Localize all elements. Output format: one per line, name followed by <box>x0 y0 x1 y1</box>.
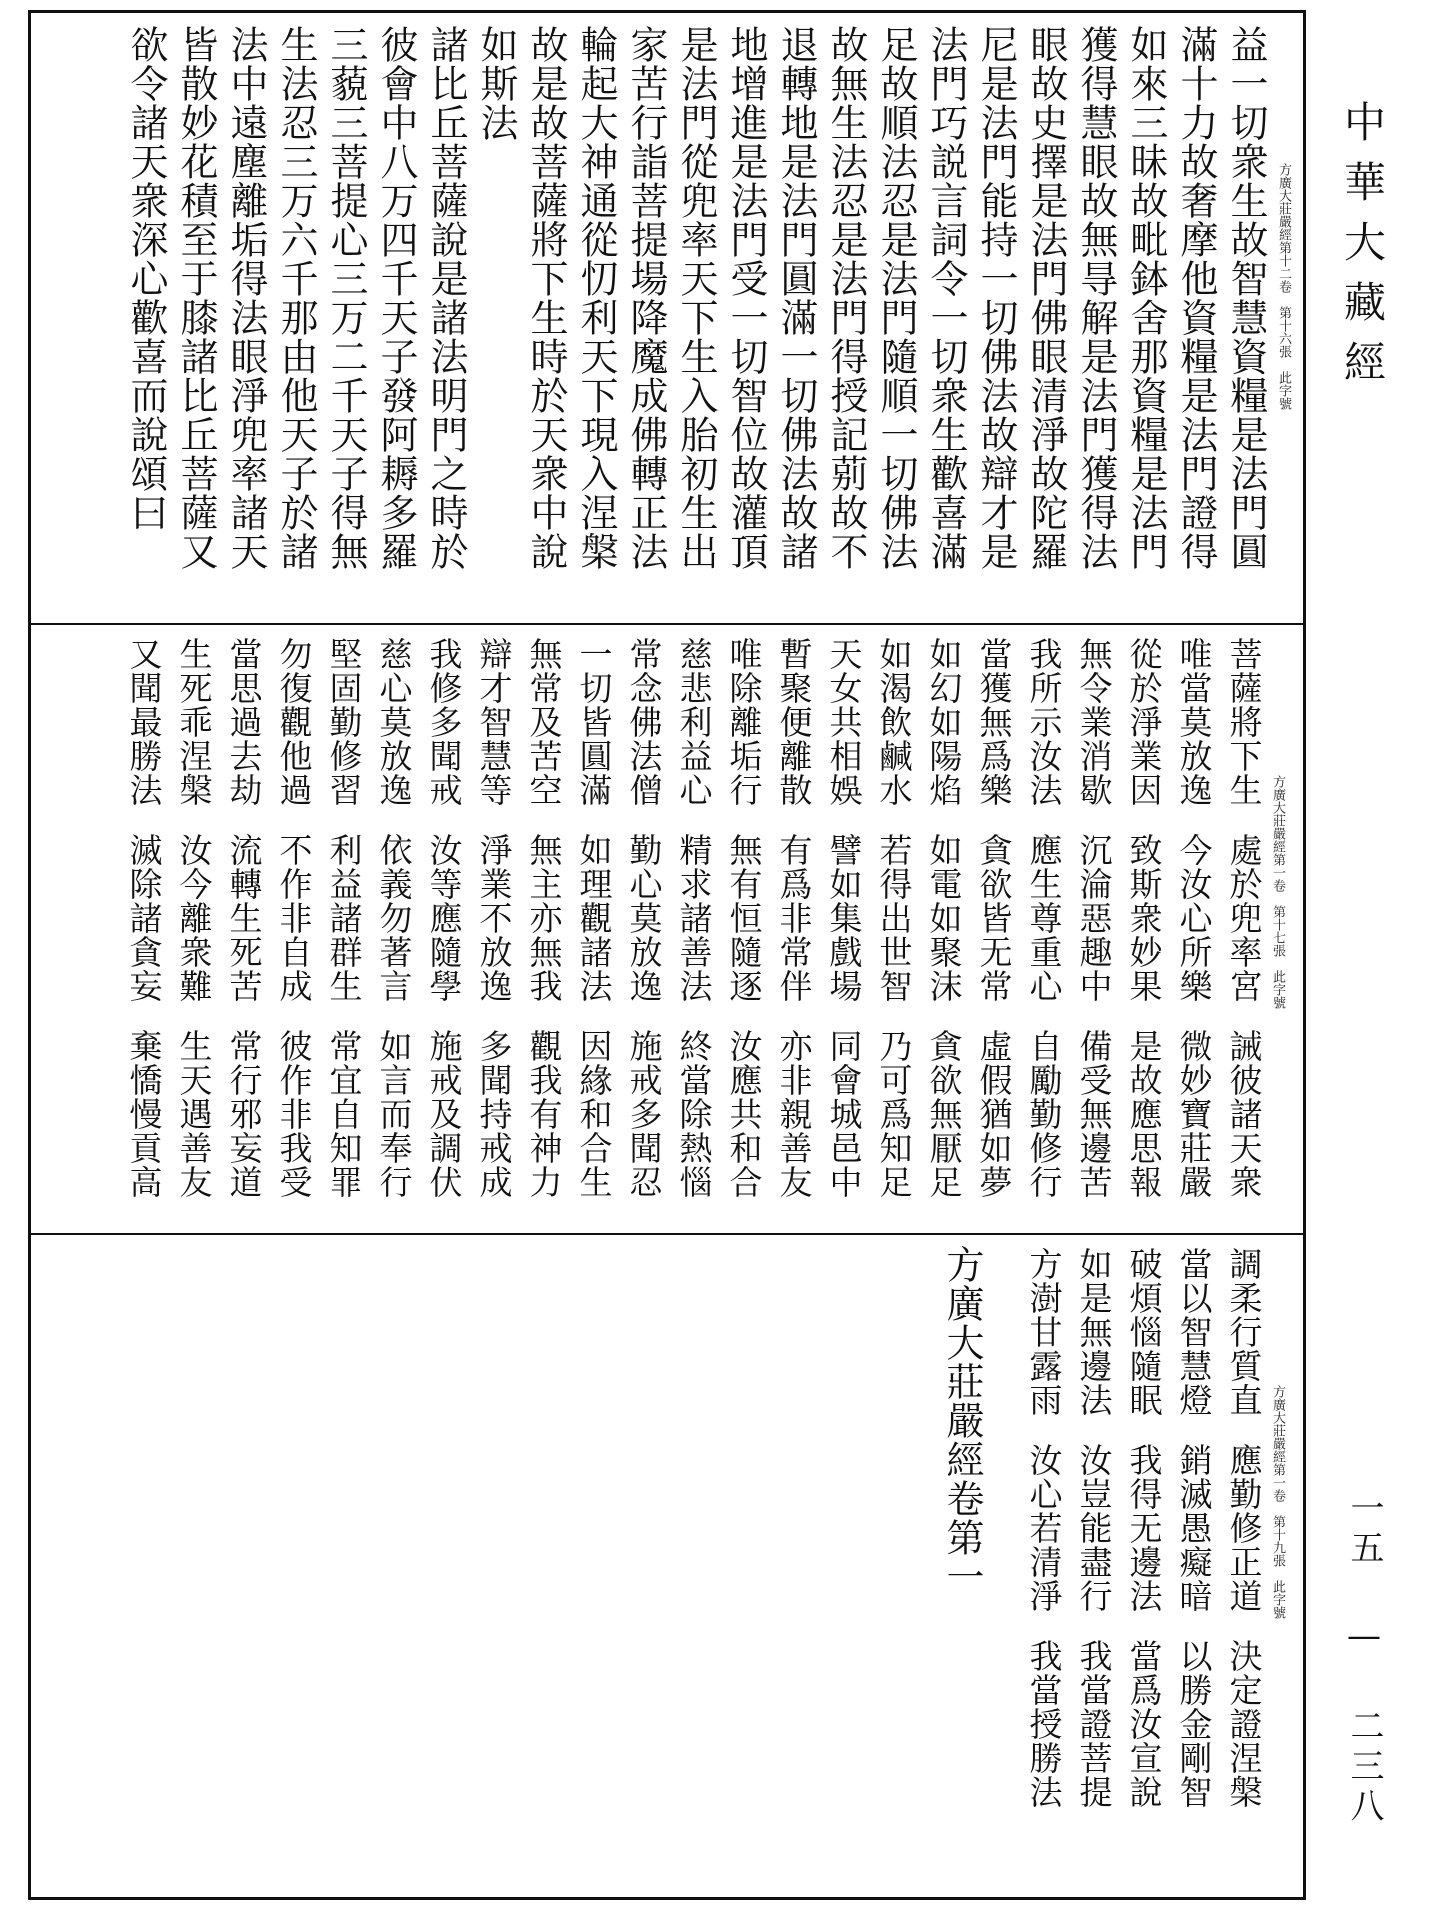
verse-phrase: 一切皆圓滿 <box>574 637 614 807</box>
verse-phrase: 多聞持戒成 <box>474 1029 514 1199</box>
verse-column <box>1224 1247 1264 1809</box>
margin-note-3: 方廣大莊嚴經第一卷 第十九張 此字號 <box>1270 1385 1285 1619</box>
verse-column <box>374 637 414 1199</box>
text-column: 輪起大神通從忉利天下現入涅槃 <box>574 25 618 571</box>
verse-column <box>624 637 664 1199</box>
verse-column <box>824 637 864 1199</box>
text-column: 滿十力故奢摩他資糧是法門證得 <box>1174 25 1218 571</box>
verse-phrase: 又聞最勝法 <box>124 637 164 807</box>
verse-phrase: 譬如集戲場 <box>824 833 864 1003</box>
verse-phrase: 我修多聞戒 <box>424 637 464 807</box>
verse-phrase: 今汝心所樂 <box>1174 833 1214 1003</box>
verse-column <box>474 637 514 1199</box>
verse-phrase: 慈悲利益心 <box>674 637 714 807</box>
verse-phrase: 唯除離垢行 <box>724 637 764 807</box>
verse-phrase: 生死乖涅槃 <box>174 637 214 807</box>
verse-phrase: 常宜自知罪 <box>324 1029 364 1199</box>
verse-phrase: 如理觀諸法 <box>574 833 614 1003</box>
verse-phrase: 無常及苦空 <box>524 637 564 807</box>
verse-phrase: 唯當莫放逸 <box>1174 637 1214 807</box>
verse-phrase: 方澍甘露雨 <box>1024 1247 1064 1417</box>
verse-phrase: 破煩惱隨眠 <box>1124 1247 1164 1417</box>
text-column: 退轉地是法門圓滿一切佛法故諸 <box>774 25 818 571</box>
verse-phrase: 施戒及調伏 <box>424 1029 464 1199</box>
verse-phrase: 常念佛法僧 <box>624 637 664 807</box>
verse-column <box>324 637 364 1199</box>
text-column: 足故順法忍是法門隨順一切佛法 <box>874 25 918 571</box>
verse-phrase: 銷滅愚癡暗 <box>1174 1443 1214 1613</box>
verse-column <box>124 637 164 1199</box>
text-column: 如斯法 <box>474 25 518 142</box>
verse-phrase: 利益諸群生 <box>324 833 364 1003</box>
verse-phrase: 生天遇善友 <box>174 1029 214 1199</box>
collection-title: 中華大藏經 <box>1338 100 1387 400</box>
text-column: 彼會中八万四千天子發阿耨多羅 <box>374 25 418 571</box>
verse-column <box>424 637 464 1199</box>
verse-column <box>1124 1247 1164 1809</box>
text-column: 故是故菩薩將下生時於天衆中說 <box>524 25 568 571</box>
verse-phrase: 應生尊重心 <box>1024 833 1064 1003</box>
verse-column <box>274 637 314 1199</box>
text-column: 三藐三菩提心三万二千天子得無 <box>324 25 368 571</box>
verse-phrase: 以勝金剛智 <box>1174 1639 1214 1809</box>
verse-phrase: 當爲汝宣說 <box>1124 1639 1164 1809</box>
panel-bottom <box>31 1235 1303 1897</box>
verse-phrase: 汝應共和合 <box>724 1029 764 1199</box>
verse-phrase: 不作非自成 <box>274 833 314 1003</box>
verse-column <box>174 637 214 1199</box>
page-number: 一五 — 二三八 <box>1344 1490 1384 1828</box>
verse-phrase: 終當除熱惱 <box>674 1029 714 1199</box>
text-column: 眼故史擇是法門佛眼清淨故陀羅 <box>1024 25 1068 571</box>
verse-phrase: 滅除諸貪妄 <box>124 833 164 1003</box>
text-column: 欲令諸天衆深心歡喜而說頌曰 <box>124 25 168 532</box>
verse-phrase: 汝今離衆難 <box>174 833 214 1003</box>
verse-phrase: 暫聚便離散 <box>774 637 814 807</box>
verse-phrase: 汝豈能盡行 <box>1074 1443 1114 1613</box>
verse-column <box>1124 637 1164 1199</box>
text-column: 諸比丘菩薩說是諸法明門之時於 <box>424 25 468 571</box>
verse-phrase: 如電如聚沫 <box>924 833 964 1003</box>
verse-phrase: 菩薩將下生 <box>1224 637 1264 807</box>
panel-middle <box>31 625 1303 1233</box>
text-column: 皆散妙花積至于膝諸比丘菩薩又 <box>174 25 218 571</box>
verse-phrase: 流轉生死苦 <box>224 833 264 1003</box>
verse-column <box>574 637 614 1199</box>
verse-phrase: 亦非親善友 <box>774 1029 814 1199</box>
text-column: 獲得慧眼故無㝵解是法門獲得法 <box>1074 25 1118 571</box>
verse-phrase: 淨業不放逸 <box>474 833 514 1003</box>
verse-phrase: 有爲非常伴 <box>774 833 814 1003</box>
text-column: 法中遠塵離垢得法眼淨兜率諸天 <box>224 25 268 571</box>
verse-phrase: 調柔行質直 <box>1224 1247 1264 1417</box>
verse-column <box>1174 1247 1214 1809</box>
verse-phrase: 如幻如陽焰 <box>924 637 964 807</box>
verse-phrase: 慈心莫放逸 <box>374 637 414 807</box>
verse-column <box>974 637 1014 1199</box>
verse-phrase: 無主亦無我 <box>524 833 564 1003</box>
text-column: 如來三昧故毗鉢舍那資糧是法門 <box>1124 25 1168 571</box>
verse-phrase: 誡彼諸天衆 <box>1224 1029 1264 1199</box>
verse-column <box>924 637 964 1199</box>
text-column: 是法門從兜率天下生入胎初生出 <box>674 25 718 571</box>
text-column: 生法忍三万六千那由他天子於諸 <box>274 25 318 571</box>
verse-column <box>1224 637 1264 1199</box>
closing-title: 方廣大莊嚴經卷第一 <box>940 1245 984 1596</box>
verse-phrase: 致斯衆妙果 <box>1124 833 1164 1003</box>
verse-phrase: 沉淪惡趣中 <box>1074 833 1114 1003</box>
verse-phrase: 我當證菩提 <box>1074 1639 1114 1809</box>
verse-phrase: 汝等應隨學 <box>424 833 464 1003</box>
verse-column <box>724 637 764 1199</box>
verse-phrase: 因緣和合生 <box>574 1029 614 1199</box>
verse-phrase: 從於淨業因 <box>1124 637 1164 807</box>
panel-top <box>31 13 1303 623</box>
verse-phrase: 依義勿著言 <box>374 833 414 1003</box>
margin-note-2: 方廣大莊嚴經第一卷 第十七張 此字號 <box>1270 775 1285 1009</box>
verse-phrase: 應勤修正道 <box>1224 1443 1264 1613</box>
verse-column <box>1074 637 1114 1199</box>
verse-phrase: 常行邪妄道 <box>224 1029 264 1199</box>
verse-phrase: 微妙寶莊嚴 <box>1174 1029 1214 1199</box>
verse-phrase: 汝心若清淨 <box>1024 1443 1064 1613</box>
verse-column <box>1024 637 1064 1199</box>
margin-note-1: 方廣大莊嚴經第十二卷 第十六張 此字號 <box>1276 163 1291 410</box>
verse-column <box>674 637 714 1199</box>
verse-phrase: 辯才智慧等 <box>474 637 514 807</box>
verse-phrase: 貪欲無厭足 <box>924 1029 964 1199</box>
text-column: 故無生法忍是法門得授記莂故不 <box>824 25 868 571</box>
verse-column <box>224 637 264 1199</box>
verse-phrase: 當獲無爲樂 <box>974 637 1014 807</box>
verse-phrase: 我當授勝法 <box>1024 1639 1064 1809</box>
verse-phrase: 處於兜率宮 <box>1224 833 1264 1003</box>
text-column: 地增進是法門受一切智位故灌頂 <box>724 25 768 571</box>
text-column: 尼是法門能持一切佛法故辯才是 <box>974 25 1018 571</box>
verse-column <box>1174 637 1214 1199</box>
verse-phrase: 如言而奉行 <box>374 1029 414 1199</box>
verse-phrase: 我所示汝法 <box>1024 637 1064 807</box>
verse-phrase: 精求諸善法 <box>674 833 714 1003</box>
verse-column <box>1024 1247 1064 1809</box>
verse-phrase: 貪欲皆无常 <box>974 833 1014 1003</box>
verse-phrase: 彼作非我受 <box>274 1029 314 1199</box>
text-column: 家苦行詣菩提場降魔成佛轉正法 <box>624 25 668 571</box>
verse-phrase: 若得出世智 <box>874 833 914 1003</box>
verse-column <box>524 637 564 1199</box>
verse-phrase: 棄憍慢貢高 <box>124 1029 164 1199</box>
verse-phrase: 無令業消歇 <box>1074 637 1114 807</box>
verse-column <box>874 637 914 1199</box>
verse-phrase: 當以智慧燈 <box>1174 1247 1214 1417</box>
text-column: 益一切衆生故智慧資糧是法門圓 <box>1224 25 1268 571</box>
verse-column <box>1074 1247 1114 1809</box>
verse-phrase: 如渴飲鹹水 <box>874 637 914 807</box>
verse-phrase: 施戒多聞忍 <box>624 1029 664 1199</box>
verse-phrase: 觀我有神力 <box>524 1029 564 1199</box>
verse-phrase: 天女共相娛 <box>824 637 864 807</box>
verse-phrase: 備受無邊苦 <box>1074 1029 1114 1199</box>
verse-phrase: 如是無邊法 <box>1074 1247 1114 1417</box>
verse-phrase: 虛假猶如夢 <box>974 1029 1014 1199</box>
verse-phrase: 我得无邊法 <box>1124 1443 1164 1613</box>
verse-phrase: 勤心莫放逸 <box>624 833 664 1003</box>
verse-phrase: 勿復觀他過 <box>274 637 314 807</box>
verse-phrase: 同會城邑中 <box>824 1029 864 1199</box>
verse-phrase: 乃可爲知足 <box>874 1029 914 1199</box>
verse-phrase: 當思過去劫 <box>224 637 264 807</box>
verse-phrase: 堅固勤修習 <box>324 637 364 807</box>
verse-phrase: 決定證涅槃 <box>1224 1639 1264 1809</box>
verse-phrase: 是故應思報 <box>1124 1029 1164 1199</box>
verse-column <box>774 637 814 1199</box>
verse-phrase: 自勵勤修行 <box>1024 1029 1064 1199</box>
verse-phrase: 無有恒隨逐 <box>724 833 764 1003</box>
text-column: 法門巧説言詞令一切衆生歡喜滿 <box>924 25 968 571</box>
page-frame <box>28 10 1306 1900</box>
